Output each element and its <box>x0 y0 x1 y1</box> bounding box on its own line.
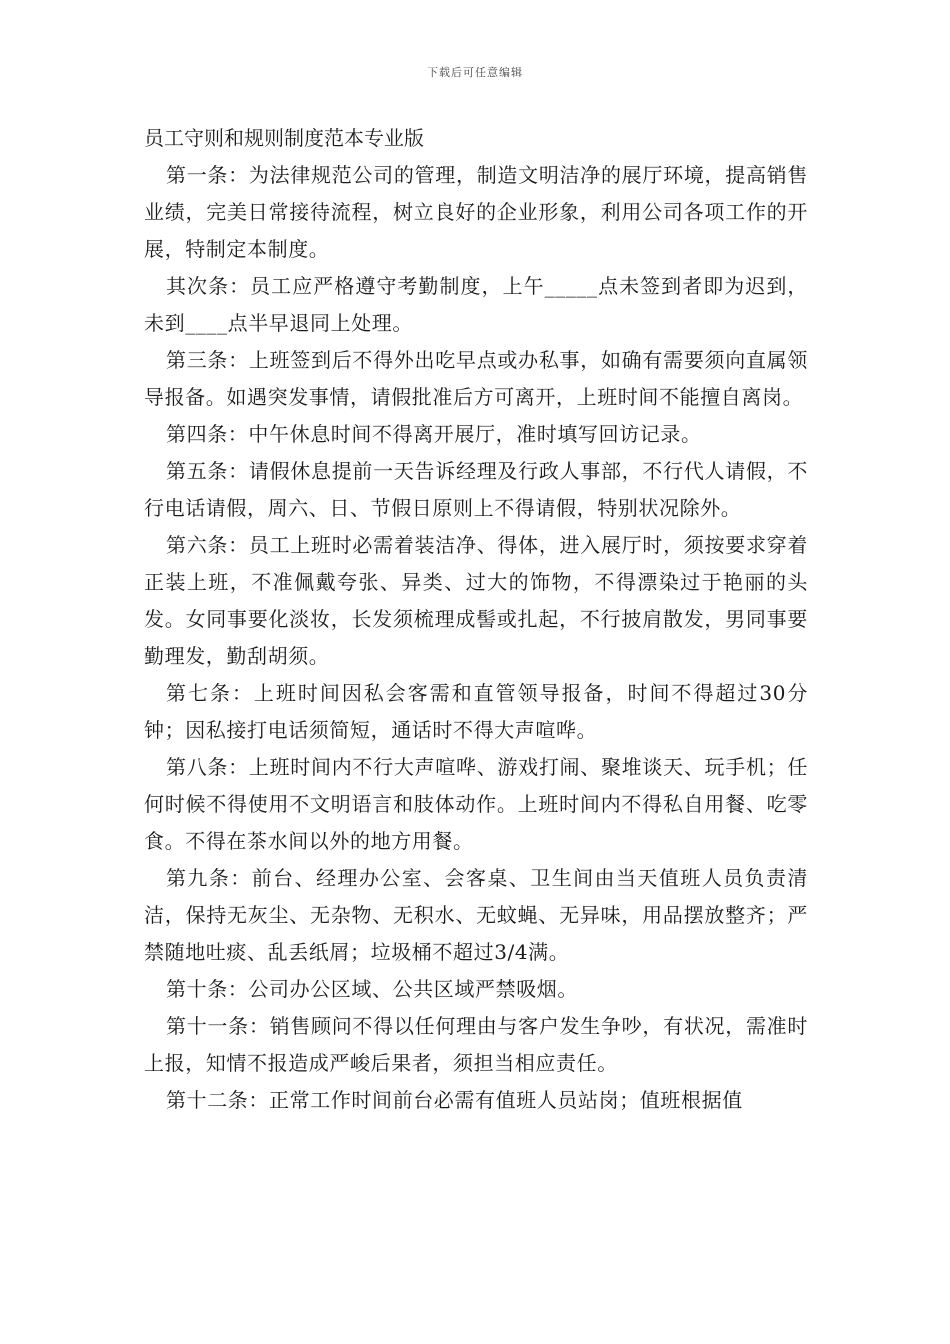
article-12: 第十二条：正常工作时间前台必需有值班人员站岗；值班根据值 <box>166 1088 743 1112</box>
article-2: 其次条：员工应严格遵守考勤制度，上午_____点未签到者即为迟到，未到____点半早退同上处理。 <box>144 274 808 335</box>
article-10: 第十条：公司办公区域、公共区域严禁吸烟。 <box>166 977 578 1001</box>
article-7: 第七条：上班时间因私会客需和直管领导报备，时间不得超过30分钟；因私接打电话须简短，通话时不得大声喧哗。 <box>144 681 808 742</box>
article-9: 第九条：前台、经理办公室、会客桌、卫生间由当天值班人员负责清洁，保持无灰尘、无杂物、无积水、无蚊蝇、无异味，用品摆放整齐；严禁随地吐痰、乱丢纸屑；垃圾桶不超过3/4满。 <box>144 866 808 964</box>
article-5: 第五条：请假休息提前一天告诉经理及行政人事部，不行代人请假，不行电话请假，周六、日、节假日原则上不得请假，特别状况除外。 <box>144 459 808 520</box>
article-1: 第一条：为法律规范公司的管理，制造文明洁净的展厅环境，提高销售业绩，完美日常接待流程，树立良好的企业形象，利用公司各项工作的开展，特制定本制度。 <box>144 163 808 261</box>
article-4: 第四条：中午休息时间不得离开展厅，准时填写回访记录。 <box>166 422 702 446</box>
article-8: 第八条：上班时间内不行大声喧哗、游戏打闹、聚堆谈天、玩手机；任何时候不得使用不文明语言和肢体动作。上班时间内不得私自用餐、吃零食。不得在茶水间以外的地方用餐。 <box>144 755 808 853</box>
document-body <box>144 120 808 1119</box>
article-3: 第三条：上班签到后不得外出吃早点或办私事，如确有需要须向直属领导报备。如遇突发事情，请假批准后方可离开，上班时间不能擅自离岗。 <box>144 348 808 409</box>
article-6: 第六条：员工上班时必需着装洁净、得体，进入展厅时，须按要求穿着正装上班，不准佩戴夸张、异类、过大的饰物，不得漂染过于艳丽的头发。女同事要化淡妆，长发须梳理成髻或扎起，不行披肩散发，男同事要勤理发，勤刮胡须。 <box>144 533 808 668</box>
header-note: 下载后可任意编辑 <box>427 66 523 79</box>
document-title: 员工守则和规则制度范本专业版 <box>144 126 424 150</box>
article-11: 第十一条：销售顾问不得以任何理由与客户发生争吵，有状况，需准时上报，知情不报造成严峻后果者，须担当相应责任。 <box>144 1014 808 1075</box>
